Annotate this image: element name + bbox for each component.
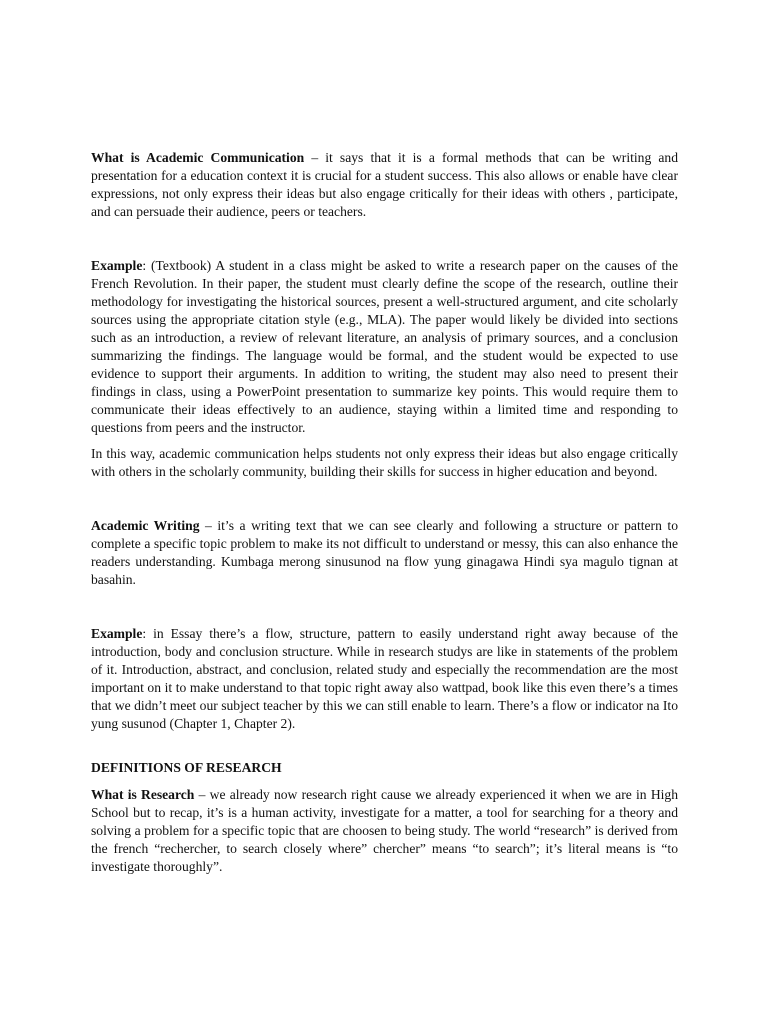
document-body <box>91 149 678 876</box>
paragraph-academic-writing <box>91 517 678 589</box>
paragraph-example-textbook <box>91 257 678 437</box>
paragraph-example-essay <box>91 625 678 733</box>
term-academic-communication: What is Academic Communication <box>91 150 305 165</box>
term-example-textbook: Example <box>91 258 143 273</box>
text-academic-communication: – it says that it is a formal methods that can be writing and presentation for a education context it is crucial for a student success. This also allows or enable have clear expressions, not only express their ideas but also engage critically for their ideas with others , participate, and can persuade their audience, peers or teachers. <box>91 150 679 219</box>
term-what-is-research: What is Research <box>91 787 195 802</box>
text-example-essay: : in Essay there’s a flow, structure, pattern to easily understand right away because of the introduction, body and conclusion structure. While in research studys are like in statements of the problem of it. Introduction, abstract, and conclusion, related study and especially the recommendation are the most important on it to make understand to that topic right away also wattpad, book like this even there’s a times that we didn’t meet our subject teacher by this we can still enable to learn. There’s a flow or indicator na Ito yung susunod (Chapter 1, Chapter 2). <box>91 626 678 731</box>
section-heading-definitions: DEFINITIONS OF RESEARCH <box>91 760 282 775</box>
paragraph-this-way: In this way, academic communication helps students not only express their ideas but also engage critically with others in the scholarly community, building their skills for success in higher education and beyond. <box>91 446 678 479</box>
paragraph-what-is-research <box>91 786 678 876</box>
paragraph-academic-communication <box>91 149 678 221</box>
term-example-essay: Example <box>91 626 143 641</box>
text-academic-writing: – it’s a writing text that we can see clearly and following a structure or pattern to complete a specific topic problem to make its not difficult to understand or messy, this can also enhance the readers understanding. Kumbaga merong sinusunod na flow yung ginagawa Hindi sya magulo tignan at basahin. <box>91 518 678 587</box>
term-academic-writing: Academic Writing <box>91 518 200 533</box>
text-example-textbook: : (Textbook) A student in a class might be asked to write a research paper on the causes of the French Revolution. In their paper, the student must clearly define the scope of the research, outline their methodology for investigating the historical sources, present a well-structured argument, and cite scholarly sources using the appropriate citation style (e.g., MLA). The paper would likely be divided into sections such as an introduction, a review of relevant literature, an analysis of primary sources, and a conclusion summarizing the findings. The language would be formal, and the student would be expected to use evidence to support their arguments. In addition to writing, the student may also need to present their findings in class, using a PowerPoint presentation to summarize key points. This would require them to communicate their ideas effectively to an audience, staying within a limited time and responding to questions from peers and the instructor. <box>91 258 678 435</box>
text-what-is-research: – we already now research right cause we already experienced it when we are in High School but to recap, it’s is a human activity, investigate for a matter, a tool for searching for a theory and solving a problem for a specific topic that are choosen to being study. The world “research” is derived from the french “rechercher, to search closely where” chercher” means “to search”; it’s literal means is “to investigate thoroughly”. <box>91 787 679 874</box>
